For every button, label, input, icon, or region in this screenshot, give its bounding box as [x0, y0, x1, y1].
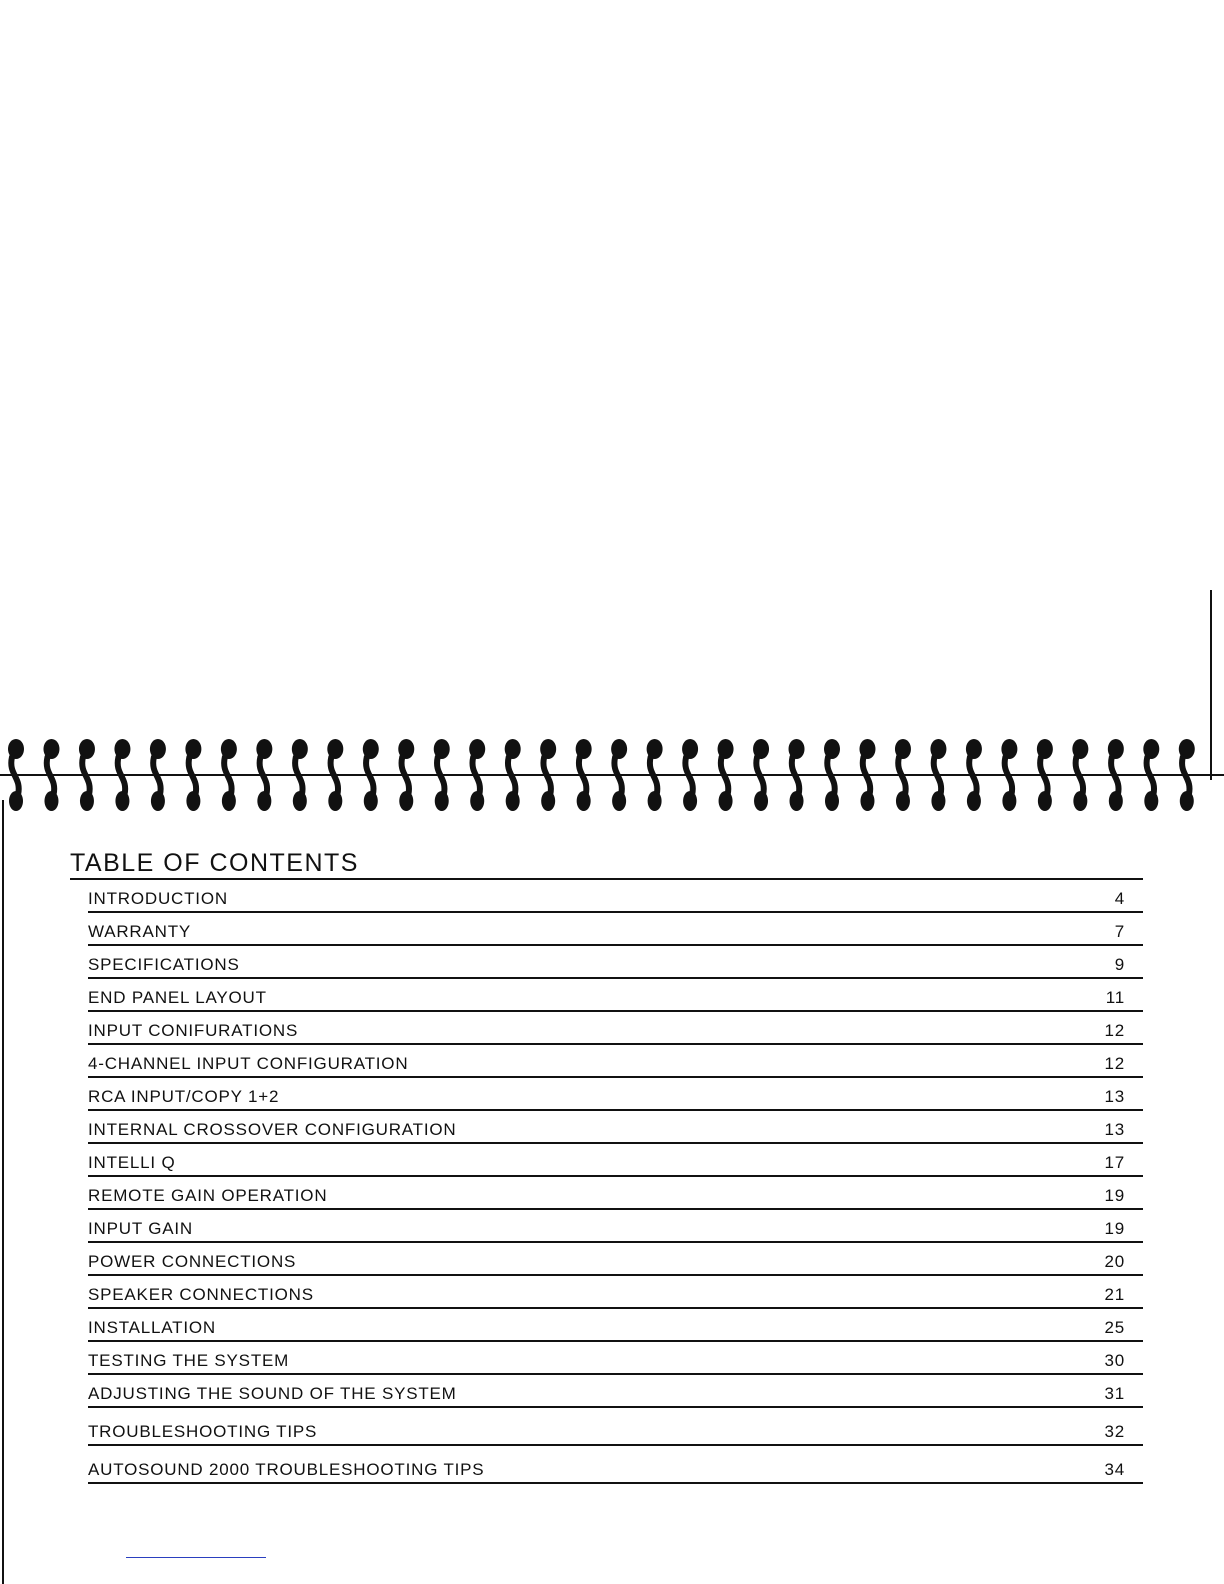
- toc-entry-title: TROUBLESHOOTING TIPS: [88, 1422, 318, 1441]
- toc-entry: [88, 880, 1143, 913]
- toc-entry-page: 7: [1114, 922, 1125, 941]
- toc-entry-page: 19: [1104, 1219, 1125, 1238]
- toc-entry-title: INPUT GAIN: [88, 1219, 193, 1238]
- toc-entry-title: REMOTE GAIN OPERATION: [88, 1186, 328, 1205]
- toc-entry-title: TESTING THE SYSTEM: [88, 1351, 290, 1370]
- toc-entry-title: POWER CONNECTIONS: [88, 1252, 297, 1271]
- toc-entry: [88, 1045, 1143, 1078]
- toc-entry-page: 25: [1104, 1318, 1125, 1337]
- toc-entry-page: 21: [1104, 1285, 1125, 1304]
- toc-entry-title: END PANEL LAYOUT: [88, 988, 267, 1007]
- toc-entry-page: 13: [1104, 1120, 1125, 1139]
- toc-entry: [88, 1243, 1143, 1276]
- toc-entry: [88, 913, 1143, 946]
- toc-entry: [88, 1078, 1143, 1111]
- toc-entry: [88, 1342, 1143, 1375]
- toc-list: [88, 880, 1143, 1484]
- toc-entry-page: 4: [1114, 889, 1125, 908]
- toc-title: TABLE OF CONTENTS: [70, 849, 359, 877]
- toc-entry: [88, 1012, 1143, 1045]
- toc-entry: [88, 946, 1143, 979]
- toc-entry-title: SPECIFICATIONS: [88, 955, 240, 974]
- toc-entry: [88, 1408, 1143, 1446]
- toc-entry-page: 11: [1105, 988, 1125, 1007]
- spiral-binding-icon: [0, 735, 1224, 825]
- toc-entry-title: INTELLI Q: [88, 1153, 176, 1172]
- toc-entry-title: SPEAKER CONNECTIONS: [88, 1285, 314, 1304]
- toc-entry-title: RCA INPUT/COPY 1+2: [88, 1087, 280, 1106]
- toc-entry: [88, 1375, 1143, 1408]
- toc-entry-page: 31: [1104, 1384, 1125, 1403]
- toc-entry: [88, 1309, 1143, 1342]
- toc-entry-title: AUTOSOUND 2000 TROUBLESHOOTING TIPS: [88, 1460, 485, 1479]
- toc-entry: [88, 1111, 1143, 1144]
- toc-entry-page: 17: [1104, 1153, 1125, 1172]
- toc-entry-page: 12: [1104, 1054, 1125, 1073]
- toc-entry-page: 13: [1104, 1087, 1125, 1106]
- toc-entry-page: 20: [1104, 1252, 1125, 1271]
- toc-entry: [88, 979, 1143, 1012]
- toc-entry-title: INSTALLATION: [88, 1318, 216, 1337]
- toc-entry-title: INTRODUCTION: [88, 889, 228, 908]
- toc-entry-title: INPUT CONIFURATIONS: [88, 1021, 299, 1040]
- footer-rule: [126, 1557, 266, 1558]
- toc-entry-page: 9: [1114, 955, 1125, 974]
- toc-entry: [88, 1446, 1143, 1484]
- toc-entry-title: 4-CHANNEL INPUT CONFIGURATION: [88, 1054, 409, 1073]
- toc-entry-page: 12: [1104, 1021, 1125, 1040]
- toc-entry: [88, 1144, 1143, 1177]
- toc-entry: [88, 1177, 1143, 1210]
- toc-entry-page: 32: [1104, 1422, 1125, 1441]
- toc-entry: [88, 1276, 1143, 1309]
- toc-entry-title: INTERNAL CROSSOVER CONFIGURATION: [88, 1120, 457, 1139]
- toc-entry-page: 30: [1104, 1351, 1125, 1370]
- page-edge-left: [2, 800, 4, 1584]
- toc-entry-title: WARRANTY: [88, 922, 192, 941]
- toc-entry: [88, 1210, 1143, 1243]
- toc-entry-page: 34: [1104, 1460, 1125, 1479]
- toc-entry-title: ADJUSTING THE SOUND OF THE SYSTEM: [88, 1384, 457, 1403]
- toc-entry-page: 19: [1104, 1186, 1125, 1205]
